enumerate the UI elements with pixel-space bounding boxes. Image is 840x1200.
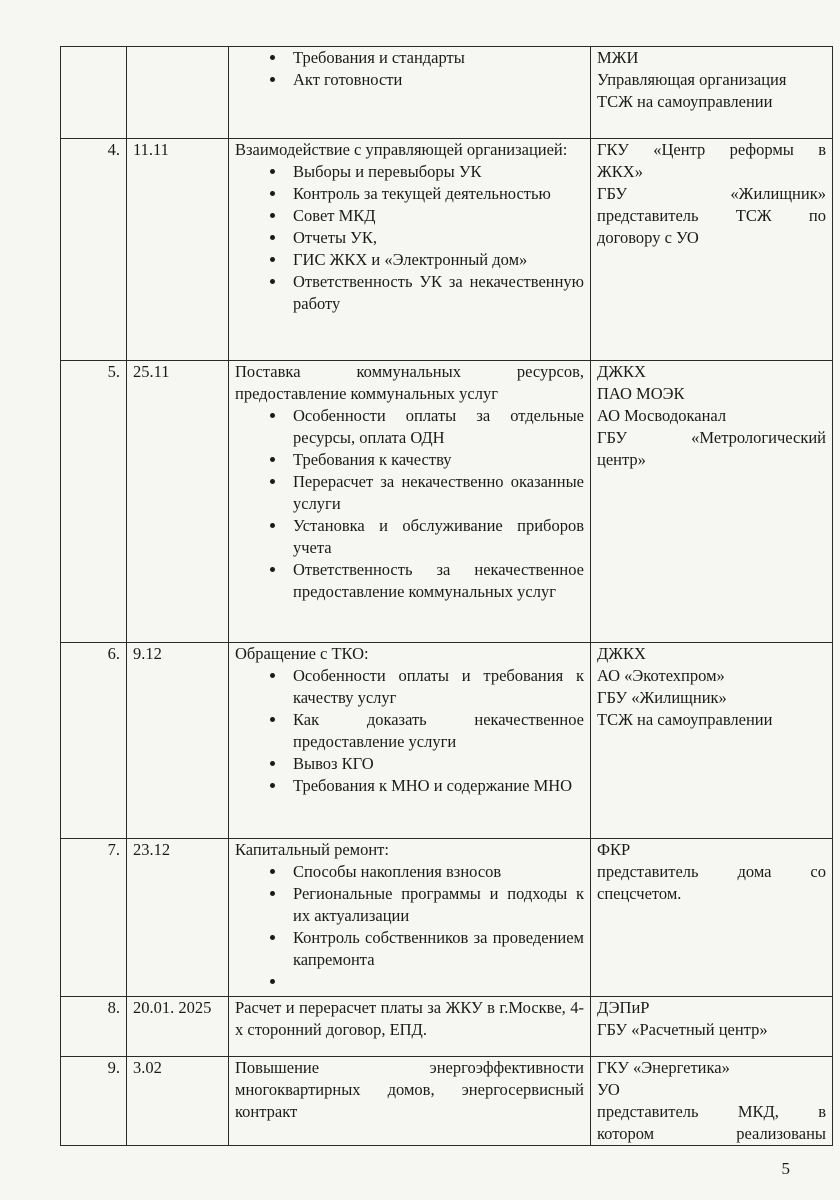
row-number: 8. [61,997,127,1057]
list-item: • Контроль собственников за проведением капремонта [287,927,584,971]
row-date: 23.12 [127,839,229,997]
list-item: • Ответственность УК за некачественную работу [287,271,584,315]
list-item: • Вывоз КГО [287,753,584,775]
row-date: 3.02 [127,1057,229,1146]
org-line: ГБУ «Жилищник» [597,184,826,203]
row-topic [229,643,591,839]
row-organizations [591,361,833,643]
topic-title: Расчет и перерасчет платы за ЖКУ в г.Москве, 4-х сторонний договор, ЕПД. [235,998,584,1039]
row-topic [229,997,591,1057]
list-item: • Ответственность за некачественное предоставление коммунальных услуг [287,559,584,603]
org-line: ГКУ «Центр реформы в [597,140,826,159]
org-line: ТСЖ на самоуправлении [597,92,773,111]
org-line: ГБУ «Метрологический [597,428,826,447]
org-line: ДЖКХ [597,362,646,381]
topic-title: Взаимодействие с управляющей организацией: [235,140,568,159]
row-date: 11.11 [127,139,229,361]
list-item: • Требования к МНО и содержание МНО [287,775,584,797]
list-item: • Контроль за текущей деятельностью [287,183,584,205]
list-item: • Особенности оплаты и требования к качеству услуг [287,665,584,709]
topic-title: Повышение энергоэффективности многоквартирных домов, энергосервисный контракт [235,1058,584,1121]
list-item: • ГИС ЖКХ и «Электронный дом» [287,249,584,271]
org-line: Управляющая организация [597,70,787,89]
org-line: ДЭПиР [597,998,650,1017]
row-date [127,47,229,139]
row-number: 6. [61,643,127,839]
list-item: • Требования и стандарты [287,47,584,69]
table-row [61,1057,833,1146]
table-row [61,361,833,643]
table-row [61,643,833,839]
table-row [61,47,833,139]
org-line: АО Мосводоканал [597,406,727,425]
org-line: котором реализованы [597,1124,826,1143]
table-row [61,839,833,997]
row-topic [229,361,591,643]
row-topic [229,839,591,997]
org-line: представитель дома со [597,862,826,881]
org-line: УО [597,1080,620,1099]
row-number: 7. [61,839,127,997]
row-organizations [591,139,833,361]
topic-title: Поставка коммунальных ресурсов, предоставление коммунальных услуг [235,362,584,403]
row-date: 25.11 [127,361,229,643]
row-topic [229,47,591,139]
list-item: • Акт готовности [287,69,584,91]
org-line: ДЖКХ [597,644,646,663]
org-line: центр» [597,450,646,469]
row-organizations [591,1057,833,1146]
page-number: 5 [781,1159,790,1178]
row-number [61,47,127,139]
org-line: ГБУ «Жилищник» [597,688,727,707]
table-row [61,997,833,1057]
list-item: • Перерасчет за некачественно оказанные услуги [287,471,584,515]
list-item: • Совет МКД [287,205,584,227]
row-organizations [591,47,833,139]
row-number: 9. [61,1057,127,1146]
list-item: • Способы накопления взносов [287,861,584,883]
org-line: ЖКХ» [597,162,643,181]
list-item: • Установка и обслуживание приборов учета [287,515,584,559]
row-topic [229,139,591,361]
topic-items [235,161,584,315]
org-line: ГКУ «Энергетика» [597,1058,730,1077]
row-topic [229,1057,591,1146]
org-line: договору с УО [597,228,699,247]
list-item: • Особенности оплаты за отдельные ресурсы, оплата ОДН [287,405,584,449]
topic-items [235,47,584,91]
org-line: представитель МКД, в [597,1102,826,1121]
table-row [61,139,833,361]
topic-items [235,665,584,797]
row-organizations [591,997,833,1057]
list-item [287,971,584,993]
list-item: • Как доказать некачественное предоставление услуги [287,709,584,753]
org-line: ФКР [597,840,631,859]
list-item: • Отчеты УК, [287,227,584,249]
topic-title: Обращение с ТКО: [235,644,369,663]
topic-title: Капитальный ремонт: [235,840,389,859]
row-date: 9.12 [127,643,229,839]
list-item: • Требования к качеству [287,449,584,471]
row-number: 5. [61,361,127,643]
org-line: МЖИ [597,48,639,67]
org-line: представитель ТСЖ по [597,206,826,225]
org-line: спецсчетом. [597,884,682,903]
topic-items [235,405,584,603]
org-line: ТСЖ на самоуправлении [597,710,773,729]
row-organizations [591,839,833,997]
row-number: 4. [61,139,127,361]
org-line: ПАО МОЭК [597,384,685,403]
org-line: ГБУ «Расчетный центр» [597,1020,768,1039]
row-date: 20.01. 2025 [127,997,229,1057]
org-line: АО «Экотехпром» [597,666,725,685]
list-item: • Выборы и перевыборы УК [287,161,584,183]
seminar-schedule-table [60,46,833,1146]
topic-items [235,861,584,993]
row-organizations [591,643,833,839]
list-item: • Региональные программы и подходы к их актуализации [287,883,584,927]
